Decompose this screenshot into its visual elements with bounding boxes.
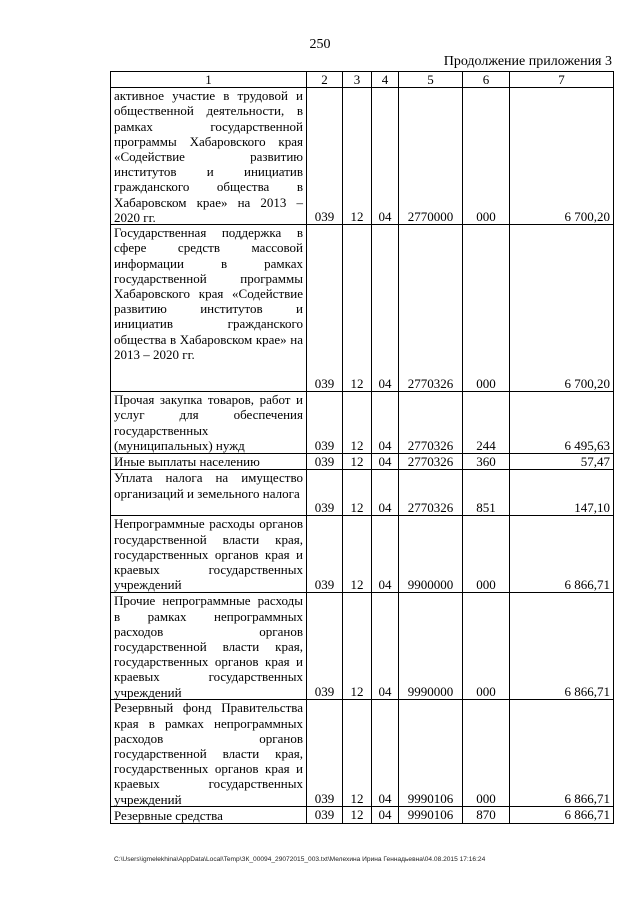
expense-type-cell: 000 bbox=[463, 225, 510, 392]
amount-cell: 6 866,71 bbox=[510, 593, 614, 700]
section-code-cell: 12 bbox=[343, 225, 372, 392]
budget-table bbox=[110, 71, 614, 824]
expense-name: Резервный фонд Правительства края в рамках непрограммных расходов органов государственной власти края, государственных органов края и краевых государственных учреждений bbox=[114, 700, 303, 807]
expense-name-cell bbox=[111, 516, 307, 593]
expense-name-cell bbox=[111, 88, 307, 225]
column-header: 4 bbox=[372, 72, 399, 88]
target-article-cell: 2770000 bbox=[399, 88, 463, 225]
expense-type-cell: 851 bbox=[463, 470, 510, 516]
header-row bbox=[111, 72, 614, 88]
target-article-cell: 9990000 bbox=[399, 593, 463, 700]
expense-type-cell: 870 bbox=[463, 807, 510, 823]
expense-type-cell: 000 bbox=[463, 516, 510, 593]
document-path-footer: C:\Users\igmelekhina\AppData\Local\Temp\ЗК_00094_29072015_003.txt\Мелехина Ирина Геннадьевна\04.08.2015 17:16:24 bbox=[114, 856, 486, 863]
subsection-code-cell: 04 bbox=[372, 454, 399, 470]
subsection-code-cell: 04 bbox=[372, 88, 399, 225]
table-header bbox=[111, 72, 614, 88]
expense-name-cell bbox=[111, 593, 307, 700]
subsection-code-cell: 04 bbox=[372, 516, 399, 593]
section-code-cell: 12 bbox=[343, 454, 372, 470]
subsection-code-cell: 04 bbox=[372, 700, 399, 807]
amount-cell: 57,47 bbox=[510, 454, 614, 470]
ministry-code-cell: 039 bbox=[307, 516, 343, 593]
amount-cell: 6 700,20 bbox=[510, 225, 614, 392]
expense-name: активное участие в трудовой и общественной деятельности, в рамках государственной программы Хабаровского края «Содействие развитию институтов и инициатив гражданского общества в Хабаровском крае» на 2013 – 2020 гг. bbox=[114, 88, 303, 225]
section-code-cell: 12 bbox=[343, 392, 372, 454]
target-article-cell: 9990106 bbox=[399, 807, 463, 823]
expense-name-cell bbox=[111, 807, 307, 823]
amount-cell: 6 700,20 bbox=[510, 88, 614, 225]
target-article-cell: 9990106 bbox=[399, 700, 463, 807]
expense-type-cell: 000 bbox=[463, 88, 510, 225]
table-row bbox=[111, 470, 614, 516]
target-article-cell: 2770326 bbox=[399, 225, 463, 392]
column-header: 1 bbox=[111, 72, 307, 88]
expense-name-cell bbox=[111, 392, 307, 454]
ministry-code-cell: 039 bbox=[307, 88, 343, 225]
ministry-code-cell: 039 bbox=[307, 700, 343, 807]
amount-cell: 6 866,71 bbox=[510, 516, 614, 593]
table-row bbox=[111, 807, 614, 823]
expense-name: Уплата налога на имущество организаций и земельного налога bbox=[114, 470, 303, 501]
table-row bbox=[111, 454, 614, 470]
table-row bbox=[111, 516, 614, 593]
section-code-cell: 12 bbox=[343, 516, 372, 593]
target-article-cell: 9900000 bbox=[399, 516, 463, 593]
expense-name-cell bbox=[111, 454, 307, 470]
expense-name-cell bbox=[111, 225, 307, 392]
ministry-code-cell: 039 bbox=[307, 470, 343, 516]
column-header: 2 bbox=[307, 72, 343, 88]
subsection-code-cell: 04 bbox=[372, 807, 399, 823]
section-code-cell: 12 bbox=[343, 700, 372, 807]
amount-cell: 6 495,63 bbox=[510, 392, 614, 454]
expense-name: Непрограммные расходы органов государственной власти края, государственных органов края и краевых государственных учреждений bbox=[114, 516, 303, 593]
target-article-cell: 2770326 bbox=[399, 470, 463, 516]
page-number: 250 bbox=[309, 37, 331, 52]
target-article-cell: 2770326 bbox=[399, 454, 463, 470]
column-header: 3 bbox=[343, 72, 372, 88]
expense-name: Прочая закупка товаров, работ и услуг для обеспечения государственных (муниципальных) нужд bbox=[114, 392, 303, 453]
expense-name: Прочие непрограммные расходы в рамках непрограммных расходов органов государственной власти края, государственных органов края и краевых государственных учреждений bbox=[114, 593, 303, 700]
expense-type-cell: 360 bbox=[463, 454, 510, 470]
amount-cell: 6 866,71 bbox=[510, 807, 614, 823]
target-article-cell: 2770326 bbox=[399, 392, 463, 454]
ministry-code-cell: 039 bbox=[307, 225, 343, 392]
expense-name: Иные выплаты населению bbox=[114, 454, 260, 470]
ministry-code-cell: 039 bbox=[307, 392, 343, 454]
column-header: 6 bbox=[463, 72, 510, 88]
section-code-cell: 12 bbox=[343, 470, 372, 516]
amount-cell: 147,10 bbox=[510, 470, 614, 516]
subsection-code-cell: 04 bbox=[372, 225, 399, 392]
section-code-cell: 12 bbox=[343, 593, 372, 700]
section-code-cell: 12 bbox=[343, 807, 372, 823]
table-row bbox=[111, 593, 614, 700]
section-code-cell: 12 bbox=[343, 88, 372, 225]
expense-name-cell bbox=[111, 470, 307, 516]
expense-type-cell: 000 bbox=[463, 700, 510, 807]
subsection-code-cell: 04 bbox=[372, 470, 399, 516]
column-header: 5 bbox=[399, 72, 463, 88]
expense-name-cell bbox=[111, 700, 307, 807]
subsection-code-cell: 04 bbox=[372, 392, 399, 454]
appendix-continuation-label: Продолжение приложения 3 bbox=[443, 54, 612, 69]
expense-name: Резервные средства bbox=[114, 807, 223, 823]
column-header: 7 bbox=[510, 72, 614, 88]
ministry-code-cell: 039 bbox=[307, 807, 343, 823]
amount-cell: 6 866,71 bbox=[510, 700, 614, 807]
subsection-code-cell: 04 bbox=[372, 593, 399, 700]
table-row bbox=[111, 700, 614, 807]
table-row bbox=[111, 88, 614, 225]
ministry-code-cell: 039 bbox=[307, 454, 343, 470]
table-row bbox=[111, 225, 614, 392]
table-row bbox=[111, 392, 614, 454]
ministry-code-cell: 039 bbox=[307, 593, 343, 700]
expense-name: Государственная поддержка в сфере средств массовой информации в рамках государственной программы Хабаровского края «Содействие развитию институтов и инициатив гражданского общества в Хабаровском крае» на 2013 – 2020 гг. bbox=[114, 225, 303, 362]
expense-type-cell: 244 bbox=[463, 392, 510, 454]
expense-type-cell: 000 bbox=[463, 593, 510, 700]
